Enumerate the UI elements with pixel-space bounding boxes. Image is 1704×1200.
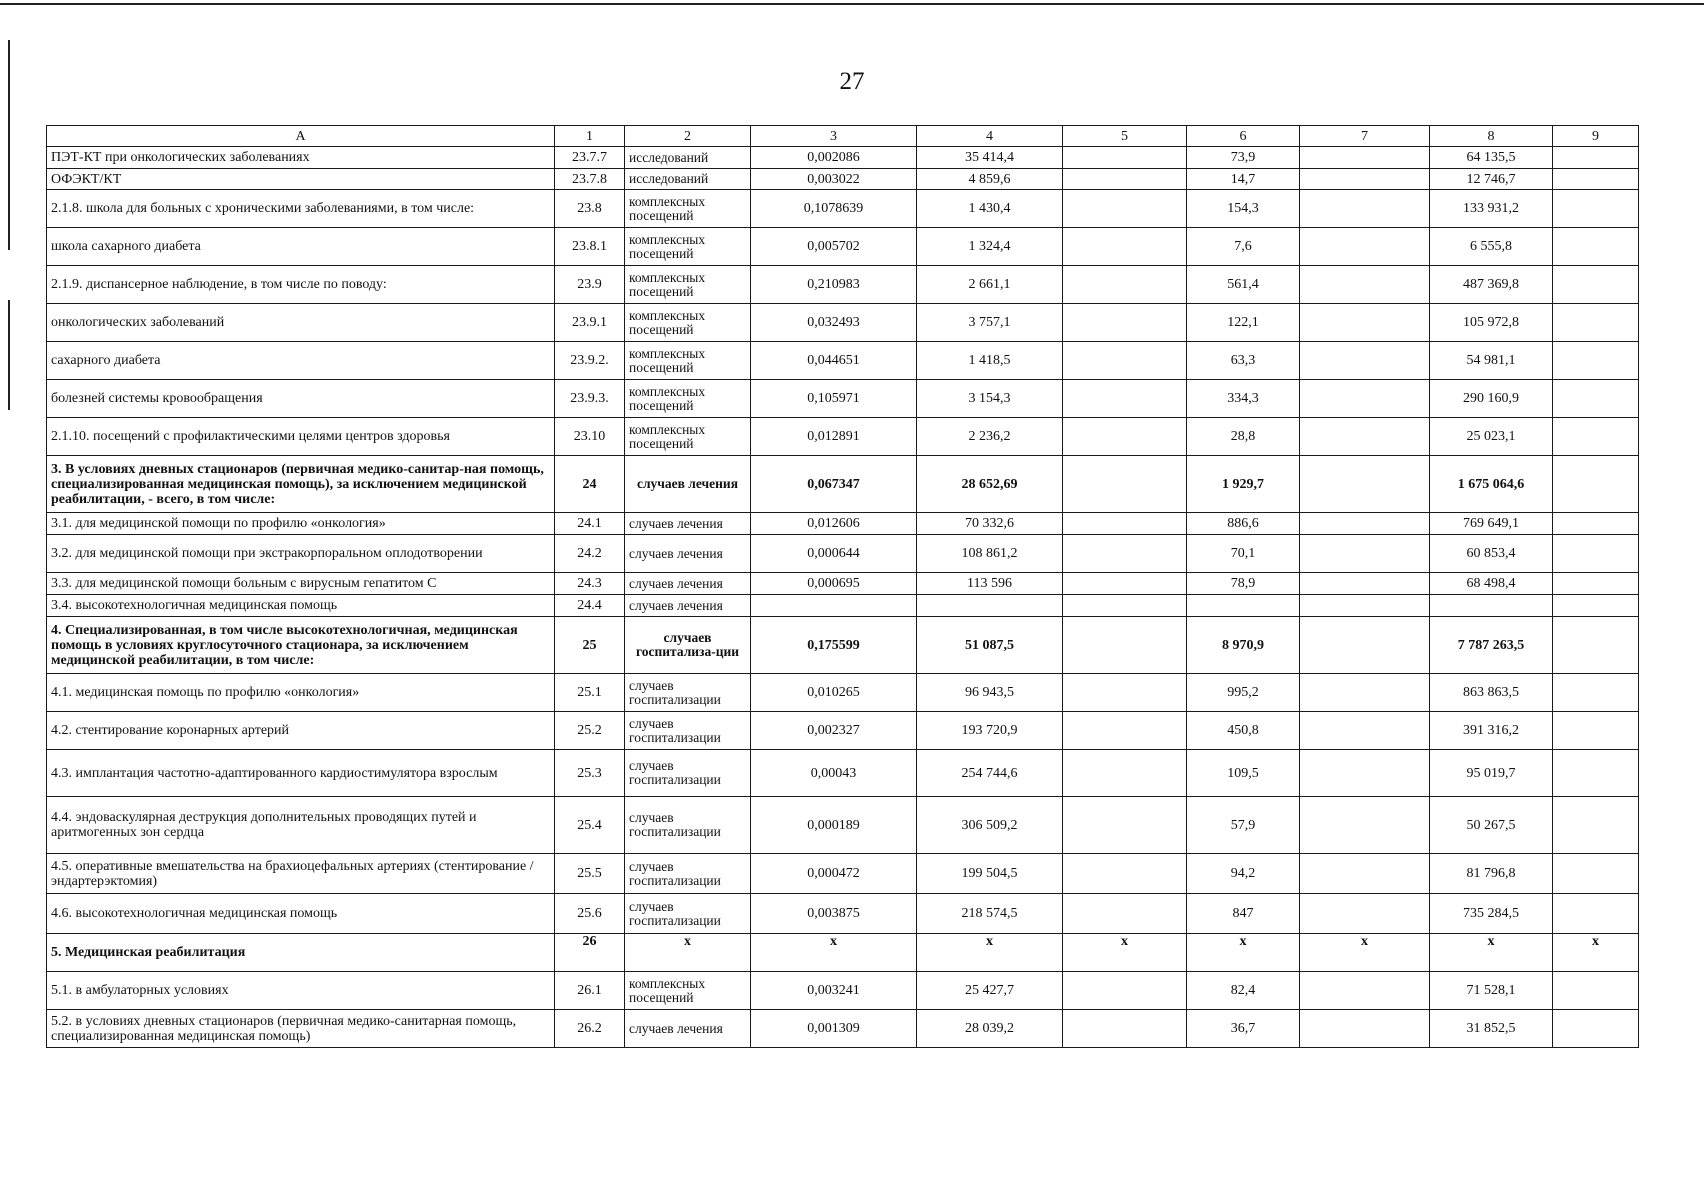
table-row: [47, 712, 1639, 750]
col6-value-cell: 57,9: [1187, 797, 1300, 854]
row-code-cell: 25.3: [555, 750, 625, 797]
table-row: [47, 573, 1639, 595]
row-unit-cell: комплексных посещений: [625, 228, 751, 266]
row-code-cell: 25: [555, 617, 625, 674]
row-unit-cell: случаев госпитализации: [625, 894, 751, 934]
col4-value-cell: 254 744,6: [917, 750, 1063, 797]
col8-value-cell: 133 931,2: [1430, 190, 1553, 228]
col4-value-cell: 218 574,5: [917, 894, 1063, 934]
col3-value-cell: 0,105971: [751, 380, 917, 418]
col3-value-cell: 0,210983: [751, 266, 917, 304]
row-code-cell: 24: [555, 456, 625, 513]
col4-value-cell: 3 154,3: [917, 380, 1063, 418]
col4-value-cell: 28 652,69: [917, 456, 1063, 513]
table-row: [47, 456, 1639, 513]
col7-value-cell: [1300, 342, 1430, 380]
col7-value-cell: [1300, 147, 1430, 169]
row-code-cell: 23.8.1: [555, 228, 625, 266]
col3-value-cell: 0,003241: [751, 972, 917, 1010]
col7-value-cell: [1300, 573, 1430, 595]
col8-value-cell: 25 023,1: [1430, 418, 1553, 456]
col8-value-cell: 391 316,2: [1430, 712, 1553, 750]
col9-value-cell: [1553, 972, 1639, 1010]
col9-value-cell: [1553, 342, 1639, 380]
col9-value-cell: [1553, 456, 1639, 513]
col7-value-cell: [1300, 304, 1430, 342]
col6-value-cell: 886,6: [1187, 513, 1300, 535]
table-row: [47, 854, 1639, 894]
col7-value-cell: [1300, 750, 1430, 797]
col4-value-cell: 51 087,5: [917, 617, 1063, 674]
row-name-cell: 4.3. имплантация частотно-адаптированного кардиостимулятора взрослым: [47, 750, 555, 797]
col5-value-cell: [1063, 595, 1187, 617]
col4-value-cell: 3 757,1: [917, 304, 1063, 342]
col6-value-cell: [1187, 595, 1300, 617]
row-unit-cell: х: [625, 934, 751, 972]
col4-value-cell: х: [917, 934, 1063, 972]
col3-value-cell: 0,175599: [751, 617, 917, 674]
row-name-cell: 4.1. медицинская помощь по профилю «онкология»: [47, 674, 555, 712]
col6-value-cell: 1 929,7: [1187, 456, 1300, 513]
row-code-cell: 26.1: [555, 972, 625, 1010]
row-code-cell: 25.5: [555, 854, 625, 894]
header-cell: 1: [555, 126, 625, 147]
top-border-line: [0, 3, 1704, 5]
col6-value-cell: 73,9: [1187, 147, 1300, 169]
row-unit-cell: исследований: [625, 147, 751, 169]
col8-value-cell: 81 796,8: [1430, 854, 1553, 894]
row-unit-cell: случаев лечения: [625, 456, 751, 513]
col4-value-cell: 25 427,7: [917, 972, 1063, 1010]
row-unit-cell: комплексных посещений: [625, 418, 751, 456]
col9-value-cell: [1553, 228, 1639, 266]
col3-value-cell: 0,000472: [751, 854, 917, 894]
col8-value-cell: 50 267,5: [1430, 797, 1553, 854]
col4-value-cell: 35 414,4: [917, 147, 1063, 169]
col9-value-cell: [1553, 750, 1639, 797]
row-name-cell: 3.4. высокотехнологичная медицинская помощь: [47, 595, 555, 617]
col4-value-cell: 1 418,5: [917, 342, 1063, 380]
col8-value-cell: 487 369,8: [1430, 266, 1553, 304]
row-unit-cell: случаев лечения: [625, 573, 751, 595]
header-cell: 9: [1553, 126, 1639, 147]
col6-value-cell: 995,2: [1187, 674, 1300, 712]
row-code-cell: 23.9.1: [555, 304, 625, 342]
header-cell: 2: [625, 126, 751, 147]
col9-value-cell: [1553, 266, 1639, 304]
col8-value-cell: 31 852,5: [1430, 1010, 1553, 1048]
col6-value-cell: 63,3: [1187, 342, 1300, 380]
row-name-cell: онкологических заболеваний: [47, 304, 555, 342]
row-code-cell: 24.2: [555, 535, 625, 573]
row-name-cell: 4.2. стентирование коронарных артерий: [47, 712, 555, 750]
page-number: 27: [839, 68, 865, 95]
table-row: [47, 595, 1639, 617]
col9-value-cell: [1553, 797, 1639, 854]
col3-value-cell: 0,012606: [751, 513, 917, 535]
col7-value-cell: [1300, 169, 1430, 190]
col9-value-cell: [1553, 304, 1639, 342]
table-row: [47, 797, 1639, 854]
col8-value-cell: 863 863,5: [1430, 674, 1553, 712]
col4-value-cell: 96 943,5: [917, 674, 1063, 712]
row-name-cell: болезней системы кровообращения: [47, 380, 555, 418]
row-name-cell: 2.1.8. школа для больных с хроническими заболеваниями, в том числе:: [47, 190, 555, 228]
table-row: [47, 169, 1639, 190]
col7-value-cell: [1300, 1010, 1430, 1048]
table-row: [47, 674, 1639, 712]
col9-value-cell: [1553, 169, 1639, 190]
col7-value-cell: [1300, 854, 1430, 894]
col9-value-cell: [1553, 617, 1639, 674]
row-code-cell: 23.9.2.: [555, 342, 625, 380]
table-row: [47, 1010, 1639, 1048]
row-name-cell: 4.4. эндоваскулярная деструкция дополнительных проводящих путей и аритмогенных зон сердца: [47, 797, 555, 854]
row-unit-cell: случаев лечения: [625, 513, 751, 535]
table-row: [47, 617, 1639, 674]
col8-value-cell: 7 787 263,5: [1430, 617, 1553, 674]
row-code-cell: 24.1: [555, 513, 625, 535]
col9-value-cell: [1553, 595, 1639, 617]
col6-value-cell: 154,3: [1187, 190, 1300, 228]
col7-value-cell: [1300, 535, 1430, 573]
row-unit-cell: исследований: [625, 169, 751, 190]
col8-value-cell: 71 528,1: [1430, 972, 1553, 1010]
col5-value-cell: [1063, 712, 1187, 750]
col3-value-cell: 0,002327: [751, 712, 917, 750]
header-cell: 3: [751, 126, 917, 147]
col5-value-cell: [1063, 674, 1187, 712]
col3-value-cell: 0,000644: [751, 535, 917, 573]
col9-value-cell: [1553, 190, 1639, 228]
col8-value-cell: 290 160,9: [1430, 380, 1553, 418]
table-row: [47, 266, 1639, 304]
col3-value-cell: 0,012891: [751, 418, 917, 456]
scan-margin-mark: [8, 300, 10, 410]
row-unit-cell: случаев госпитализации: [625, 854, 751, 894]
row-unit-cell: случаев лечения: [625, 1010, 751, 1048]
col9-value-cell: [1553, 380, 1639, 418]
row-unit-cell: случаев лечения: [625, 535, 751, 573]
row-name-cell: 3.2. для медицинской помощи при экстракорпоральном оплодотворении: [47, 535, 555, 573]
col5-value-cell: [1063, 147, 1187, 169]
row-unit-cell: случаев госпитализации: [625, 750, 751, 797]
col9-value-cell: [1553, 418, 1639, 456]
row-code-cell: 23.10: [555, 418, 625, 456]
col4-value-cell: 193 720,9: [917, 712, 1063, 750]
row-code-cell: 25.2: [555, 712, 625, 750]
table-row: [47, 894, 1639, 934]
col3-value-cell: 0,005702: [751, 228, 917, 266]
row-unit-cell: случаев госпитализа-ции: [625, 617, 751, 674]
row-name-cell: 3.1. для медицинской помощи по профилю «онкология»: [47, 513, 555, 535]
col4-value-cell: 2 236,2: [917, 418, 1063, 456]
col5-value-cell: [1063, 456, 1187, 513]
row-name-cell: ОФЭКТ/КТ: [47, 169, 555, 190]
col3-value-cell: [751, 595, 917, 617]
table-row: [47, 513, 1639, 535]
col5-value-cell: [1063, 972, 1187, 1010]
row-code-cell: 26: [555, 934, 625, 972]
table-row: [47, 304, 1639, 342]
col6-value-cell: 94,2: [1187, 854, 1300, 894]
col7-value-cell: [1300, 228, 1430, 266]
col8-value-cell: 6 555,8: [1430, 228, 1553, 266]
col5-value-cell: [1063, 380, 1187, 418]
row-unit-cell: комплексных посещений: [625, 972, 751, 1010]
col3-value-cell: 0,1078639: [751, 190, 917, 228]
table-row: [47, 190, 1639, 228]
col9-value-cell: [1553, 513, 1639, 535]
header-cell: 5: [1063, 126, 1187, 147]
col8-value-cell: [1430, 595, 1553, 617]
col6-value-cell: 36,7: [1187, 1010, 1300, 1048]
col8-value-cell: 769 649,1: [1430, 513, 1553, 535]
col5-value-cell: [1063, 573, 1187, 595]
row-name-cell: 2.1.9. диспансерное наблюдение, в том числе по поводу:: [47, 266, 555, 304]
col9-value-cell: [1553, 1010, 1639, 1048]
col7-value-cell: [1300, 972, 1430, 1010]
row-name-cell: 3. В условиях дневных стационаров (первичная медико-санитар-ная помощь, специализированная медицинская помощь), за исключением медицинской реабилитации, - всего, в том числе:: [47, 456, 555, 513]
header-cell: 4: [917, 126, 1063, 147]
col9-value-cell: [1553, 894, 1639, 934]
col6-value-cell: 122,1: [1187, 304, 1300, 342]
col8-value-cell: 95 019,7: [1430, 750, 1553, 797]
col8-value-cell: 60 853,4: [1430, 535, 1553, 573]
col7-value-cell: [1300, 513, 1430, 535]
col7-value-cell: [1300, 418, 1430, 456]
col8-value-cell: 12 746,7: [1430, 169, 1553, 190]
row-code-cell: 23.9: [555, 266, 625, 304]
row-unit-cell: случаев лечения: [625, 595, 751, 617]
col9-value-cell: [1553, 674, 1639, 712]
col9-value-cell: [1553, 535, 1639, 573]
col5-value-cell: [1063, 304, 1187, 342]
row-name-cell: 4.5. оперативные вмешательства на брахиоцефальных артериях (стентирование / эндартерэктомия): [47, 854, 555, 894]
row-unit-cell: комплексных посещений: [625, 304, 751, 342]
col7-value-cell: [1300, 456, 1430, 513]
col3-value-cell: 0,000189: [751, 797, 917, 854]
header-cell: A: [47, 126, 555, 147]
col4-value-cell: 199 504,5: [917, 854, 1063, 894]
col8-value-cell: 64 135,5: [1430, 147, 1553, 169]
col9-value-cell: [1553, 573, 1639, 595]
table-row: [47, 934, 1639, 972]
col6-value-cell: 14,7: [1187, 169, 1300, 190]
col7-value-cell: х: [1300, 934, 1430, 972]
col4-value-cell: 28 039,2: [917, 1010, 1063, 1048]
row-code-cell: 25.6: [555, 894, 625, 934]
col5-value-cell: [1063, 342, 1187, 380]
col3-value-cell: 0,002086: [751, 147, 917, 169]
row-name-cell: школа сахарного диабета: [47, 228, 555, 266]
header-cell: 7: [1300, 126, 1430, 147]
col3-value-cell: 0,00043: [751, 750, 917, 797]
col7-value-cell: [1300, 894, 1430, 934]
col3-value-cell: 0,001309: [751, 1010, 917, 1048]
col6-value-cell: 7,6: [1187, 228, 1300, 266]
col6-value-cell: 28,8: [1187, 418, 1300, 456]
col5-value-cell: [1063, 228, 1187, 266]
col3-value-cell: 0,010265: [751, 674, 917, 712]
col5-value-cell: [1063, 854, 1187, 894]
col8-value-cell: 54 981,1: [1430, 342, 1553, 380]
col8-value-cell: 105 972,8: [1430, 304, 1553, 342]
col9-value-cell: х: [1553, 934, 1639, 972]
row-code-cell: 23.8: [555, 190, 625, 228]
table-row: [47, 972, 1639, 1010]
row-unit-cell: случаев госпитализации: [625, 712, 751, 750]
col3-value-cell: 0,032493: [751, 304, 917, 342]
row-code-cell: 26.2: [555, 1010, 625, 1048]
col8-value-cell: 1 675 064,6: [1430, 456, 1553, 513]
col4-value-cell: [917, 595, 1063, 617]
table-row: [47, 342, 1639, 380]
col6-value-cell: 334,3: [1187, 380, 1300, 418]
row-name-cell: 4.6. высокотехнологичная медицинская помощь: [47, 894, 555, 934]
table-row: [47, 228, 1639, 266]
row-unit-cell: комплексных посещений: [625, 380, 751, 418]
col3-value-cell: 0,044651: [751, 342, 917, 380]
row-name-cell: сахарного диабета: [47, 342, 555, 380]
col7-value-cell: [1300, 797, 1430, 854]
row-unit-cell: комплексных посещений: [625, 190, 751, 228]
col3-value-cell: 0,067347: [751, 456, 917, 513]
col6-value-cell: х: [1187, 934, 1300, 972]
col6-value-cell: 70,1: [1187, 535, 1300, 573]
col7-value-cell: [1300, 380, 1430, 418]
col7-value-cell: [1300, 266, 1430, 304]
col9-value-cell: [1553, 854, 1639, 894]
row-name-cell: 5.1. в амбулаторных условиях: [47, 972, 555, 1010]
col7-value-cell: [1300, 190, 1430, 228]
col5-value-cell: [1063, 894, 1187, 934]
col7-value-cell: [1300, 674, 1430, 712]
row-code-cell: 25.4: [555, 797, 625, 854]
col6-value-cell: 561,4: [1187, 266, 1300, 304]
table-row: [47, 750, 1639, 797]
col5-value-cell: [1063, 617, 1187, 674]
row-name-cell: 2.1.10. посещений с профилактическими целями центров здоровья: [47, 418, 555, 456]
col4-value-cell: 2 661,1: [917, 266, 1063, 304]
row-code-cell: 23.7.8: [555, 169, 625, 190]
row-name-cell: 5. Медицинская реабилитация: [47, 934, 555, 972]
col5-value-cell: х: [1063, 934, 1187, 972]
col3-value-cell: 0,000695: [751, 573, 917, 595]
row-unit-cell: случаев госпитализации: [625, 797, 751, 854]
col6-value-cell: 78,9: [1187, 573, 1300, 595]
row-name-cell: ПЭТ-КТ при онкологических заболеваниях: [47, 147, 555, 169]
row-unit-cell: комплексных посещений: [625, 342, 751, 380]
col6-value-cell: 847: [1187, 894, 1300, 934]
header-row: [47, 126, 1639, 147]
data-table: [46, 125, 1639, 1048]
col9-value-cell: [1553, 147, 1639, 169]
row-code-cell: 23.7.7: [555, 147, 625, 169]
col7-value-cell: [1300, 712, 1430, 750]
table-row: [47, 380, 1639, 418]
col5-value-cell: [1063, 535, 1187, 573]
col3-value-cell: 0,003022: [751, 169, 917, 190]
col5-value-cell: [1063, 169, 1187, 190]
col8-value-cell: 68 498,4: [1430, 573, 1553, 595]
row-name-cell: 3.3. для медицинской помощи больным с вирусным гепатитом С: [47, 573, 555, 595]
col4-value-cell: 1 324,4: [917, 228, 1063, 266]
col7-value-cell: [1300, 617, 1430, 674]
col6-value-cell: 8 970,9: [1187, 617, 1300, 674]
row-code-cell: 24.4: [555, 595, 625, 617]
row-code-cell: 24.3: [555, 573, 625, 595]
col8-value-cell: 735 284,5: [1430, 894, 1553, 934]
col8-value-cell: х: [1430, 934, 1553, 972]
col5-value-cell: [1063, 1010, 1187, 1048]
row-name-cell: 4. Специализированная, в том числе высокотехнологичная, медицинская помощь в условиях круглосуточного стационара, за исключением медицинской реабилитации, в том числе:: [47, 617, 555, 674]
table-row: [47, 535, 1639, 573]
col4-value-cell: 4 859,6: [917, 169, 1063, 190]
row-name-cell: 5.2. в условиях дневных стационаров (первичная медико-санитарная помощь, специализированная медицинская помощь): [47, 1010, 555, 1048]
row-unit-cell: случаев госпитализации: [625, 674, 751, 712]
col3-value-cell: х: [751, 934, 917, 972]
col7-value-cell: [1300, 595, 1430, 617]
col3-value-cell: 0,003875: [751, 894, 917, 934]
col5-value-cell: [1063, 513, 1187, 535]
col6-value-cell: 82,4: [1187, 972, 1300, 1010]
row-unit-cell: комплексных посещений: [625, 266, 751, 304]
col4-value-cell: 306 509,2: [917, 797, 1063, 854]
table-row: [47, 418, 1639, 456]
row-code-cell: 23.9.3.: [555, 380, 625, 418]
col4-value-cell: 113 596: [917, 573, 1063, 595]
col5-value-cell: [1063, 750, 1187, 797]
col4-value-cell: 108 861,2: [917, 535, 1063, 573]
col4-value-cell: 70 332,6: [917, 513, 1063, 535]
col5-value-cell: [1063, 797, 1187, 854]
col6-value-cell: 109,5: [1187, 750, 1300, 797]
col6-value-cell: 450,8: [1187, 712, 1300, 750]
header-cell: 6: [1187, 126, 1300, 147]
col5-value-cell: [1063, 190, 1187, 228]
row-code-cell: 25.1: [555, 674, 625, 712]
col9-value-cell: [1553, 712, 1639, 750]
col5-value-cell: [1063, 418, 1187, 456]
col4-value-cell: 1 430,4: [917, 190, 1063, 228]
header-cell: 8: [1430, 126, 1553, 147]
table-row: [47, 147, 1639, 169]
col5-value-cell: [1063, 266, 1187, 304]
